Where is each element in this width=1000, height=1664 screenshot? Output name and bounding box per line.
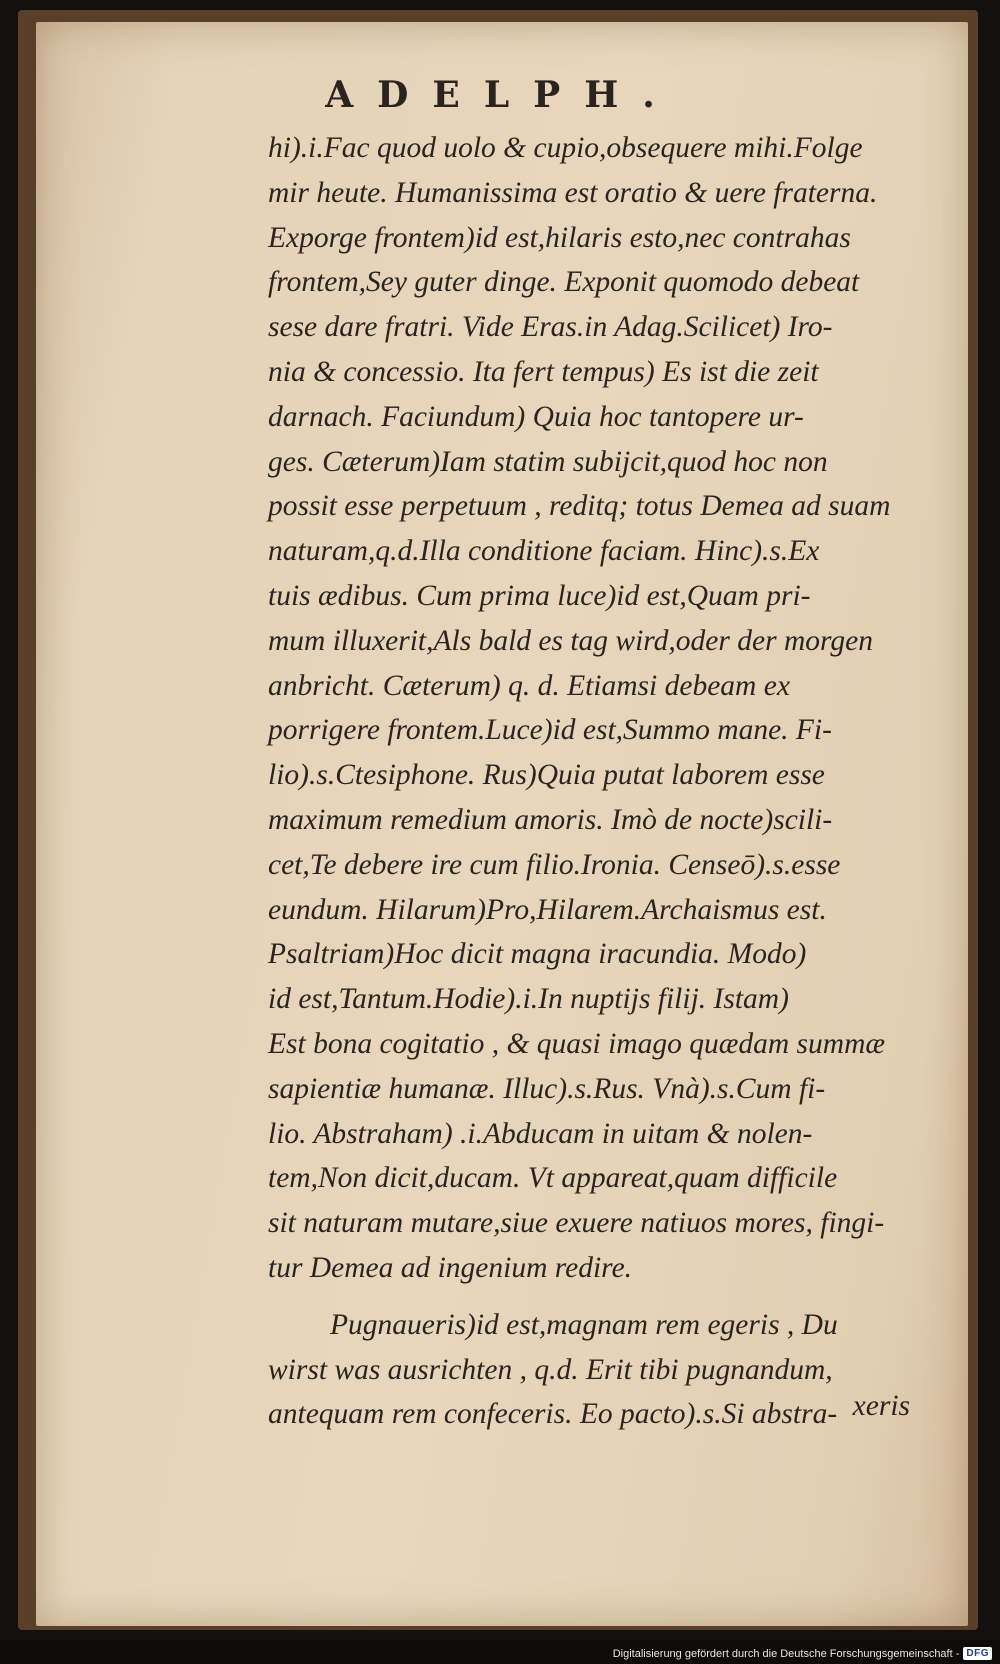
text-line: sit naturam mutare,siue exuere natiuos mores, fingi- [268, 1207, 885, 1240]
text-line: lio. Abstraham) .i.Abducam in uitam & nolen- [268, 1117, 813, 1150]
text-line: tuis ædibus. Cum prima luce)id est,Quam pri- [268, 579, 811, 612]
book-page [36, 22, 968, 1626]
text-line: possit esse perpetuum , reditq; totus Demea ad suam [268, 490, 891, 523]
text-line: Est bona cogitatio , & quasi imago quædam summæ [268, 1027, 886, 1060]
text-line: nia & concessio. Ita fert tempus) Es ist die zeit [268, 355, 819, 388]
paragraph-gap [268, 1291, 972, 1303]
text-line: id est,Tantum.Hodie).i.In nuptijs filij. Istam) [268, 983, 789, 1016]
catchword: xeris [852, 1390, 910, 1422]
text-line: sese dare fratri. Vide Eras.in Adag.Scilicet) Iro- [268, 311, 833, 344]
text-line: frontem,Sey guter dinge. Exponit quomodo debeat [268, 266, 860, 299]
text-line: mir heute. Humanissima est oratio & uere fraterna. [268, 176, 878, 209]
text-line: ges. Cæterum)Iam statim subijcit,quod hoc non [268, 445, 828, 478]
text-line: naturam,q.d.Illa conditione faciam. Hinc).s.Ex [268, 535, 820, 568]
text-line: cet,Te debere ire cum filio.Ironia. Censeō).s.esse [268, 848, 841, 881]
text-line: eundum. Hilarum)Pro,Hilarem.Archaismus est. [268, 893, 827, 926]
text-line: tem,Non dicit,ducam. Vt appareat,quam difficile [268, 1162, 838, 1195]
text-line: sapientiæ humanæ. Illuc).s.Rus. Vnà).s.Cum fi- [268, 1072, 826, 1105]
text-line: Exporge frontem)id est,hilaris esto,nec contrahas [268, 221, 851, 254]
credit-text: Digitalisierung gefördert durch die Deutsche Forschungsgemeinschaft - [612, 1647, 960, 1660]
text-line: anbricht. Cæterum) q. d. Etiamsi debeam ex [268, 669, 790, 702]
text-line: antequam rem confeceris. Eo pacto).s.Si abstra- [268, 1398, 838, 1431]
text-line: porrigere frontem.Luce)id est,Summo mane. Fi- [268, 714, 832, 747]
digitization-credit [613, 1647, 992, 1660]
footer-band [0, 1640, 1000, 1664]
text-line: darnach. Faciundum) Quia hoc tantopere ur- [268, 400, 804, 433]
running-head: ADELPH. [325, 74, 679, 116]
text-line: maximum remedium amoris. Imò de nocte)scili- [268, 803, 833, 836]
text-line: tur Demea ad ingenium redire. [268, 1251, 633, 1284]
text-line: wirst was ausrichten , q.d. Erit tibi pugnandum, [268, 1353, 833, 1386]
text-line: Pugnaueris)id est,magnam rem egeris , Du [330, 1308, 838, 1341]
commentary-text [268, 126, 972, 1437]
text-line: Psaltriam)Hoc dicit magna iracundia. Modo) [268, 938, 807, 971]
text-line: mum illuxerit,Als bald es tag wird,oder der morgen [268, 624, 873, 657]
text-line: hi).i.Fac quod uolo & cupio,obsequere mihi.Folge [268, 132, 863, 164]
text-line: lio).s.Ctesiphone. Rus)Quia putat laborem esse [268, 759, 825, 792]
dfg-logo-icon: DFG [963, 1647, 992, 1660]
